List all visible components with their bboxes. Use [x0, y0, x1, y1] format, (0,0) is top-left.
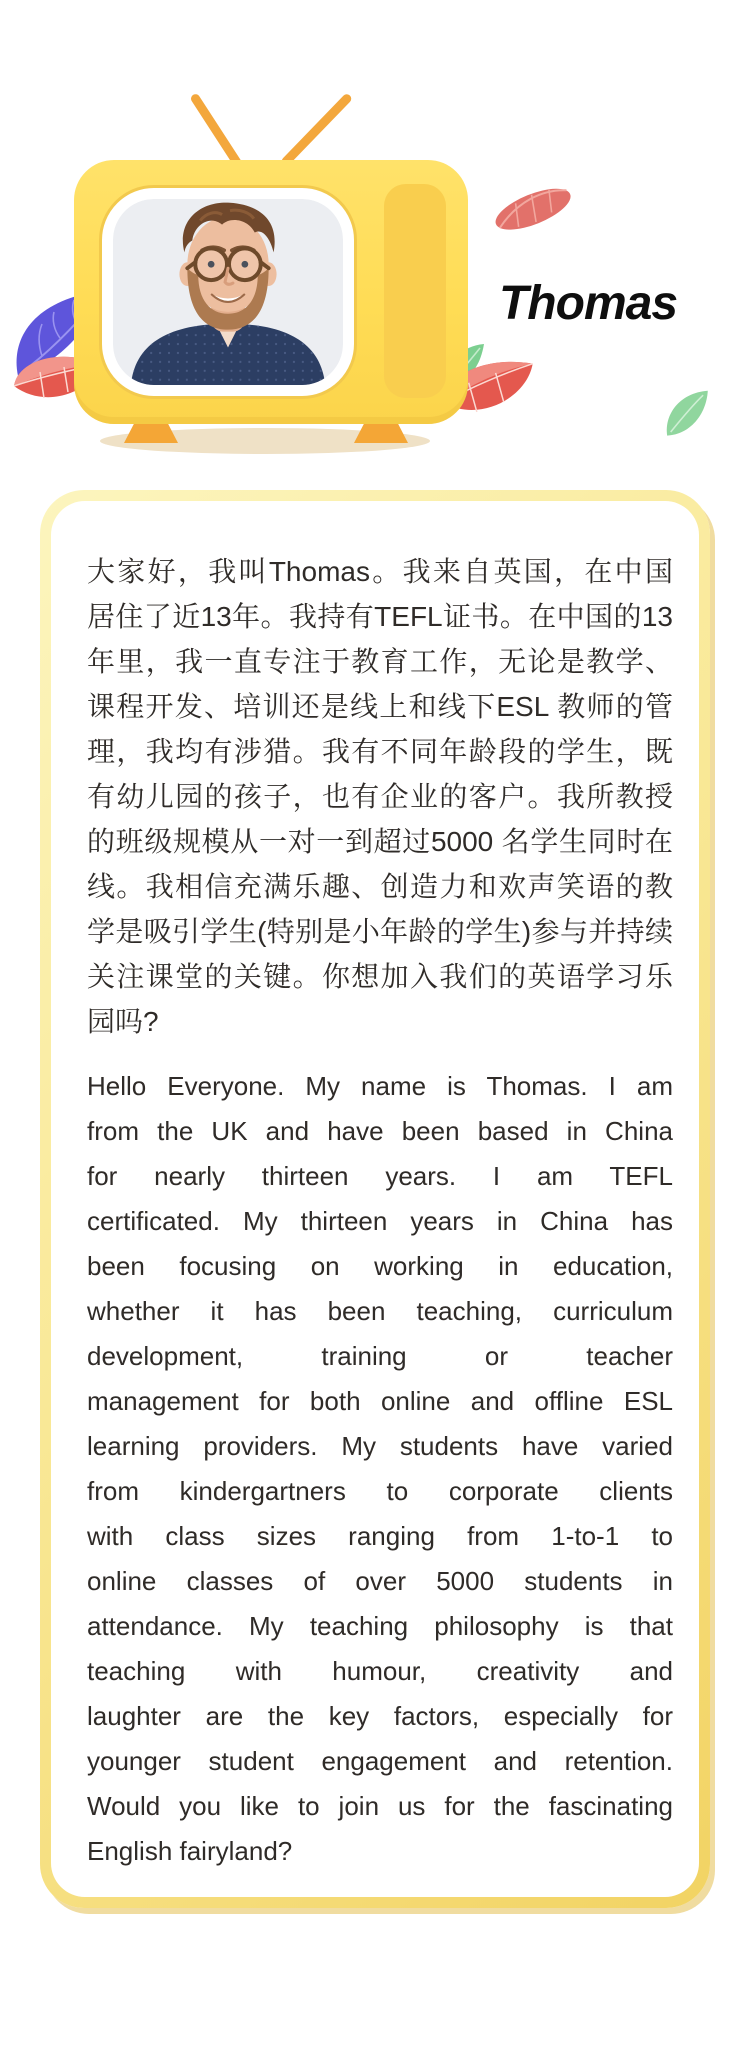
bio-text-line: management for both online and offline ESL [87, 1386, 673, 1416]
bio-text-line: for nearly thirteen years. I am TEFL [87, 1161, 673, 1191]
bio-text-line: 大家好，我叫Thomas。我来自英国，在中国 [87, 556, 673, 587]
bio-text-line: English fairyland? [87, 1836, 293, 1866]
bio-text-line: been focusing on working in education, [87, 1251, 673, 1281]
bio-text-line: 的班级规模从一对一到超过5000 名学生同时在 [87, 826, 673, 857]
bio-text-line: 学是吸引学生(特别是小年龄的学生)参与并持续 [87, 916, 673, 947]
bio-text-line: laughter are the key factors, especially for [87, 1701, 673, 1731]
bio-text-line: from kindergartners to corporate clients [87, 1476, 673, 1506]
bio-text-line: 线。我相信充满乐趣、创造力和欢声笑语的教 [87, 871, 673, 902]
tv-antenna-right-icon [280, 92, 353, 167]
bio-text-line: attendance. My teaching philosophy is that [87, 1611, 673, 1641]
bio-text-line: 年里，我一直专注于教育工作，无论是教学、 [87, 646, 673, 677]
bio-text-line: development, training or teacher [87, 1341, 673, 1371]
bio-text-line: Would you like to join us for the fascinating [87, 1791, 673, 1821]
tv-antenna-left-icon [189, 92, 243, 169]
bio-text-line: teaching with humour, creativity and [87, 1656, 673, 1686]
teacher-photo [102, 188, 354, 396]
tv-side-panel [384, 184, 446, 398]
bio-text-line: 有幼儿园的孩子，也有企业的客户。我所教授 [87, 781, 673, 812]
bio-text-line: online classes of over 5000 students in [87, 1566, 673, 1596]
bio-card [40, 490, 710, 1908]
bio-text-line: 关注课堂的关键。你想加入我们的英语学习乐 [87, 961, 673, 992]
bio-text-line: from the UK and have been based in China [87, 1116, 673, 1146]
bio-english-paragraph [87, 1064, 673, 1874]
bio-text-line: 居住了近13年。我持有TEFL证书。在中国的13 [87, 601, 673, 632]
bio-text-line: with class sizes ranging from 1-to-1 to [87, 1521, 673, 1551]
bio-text-line: 园吗? [87, 1006, 159, 1037]
coral-leaf-top-icon [486, 174, 581, 249]
bio-text-line: Hello Everyone. My name is Thomas. I am [87, 1071, 673, 1101]
bio-text-line: whether it has been teaching, curriculum [87, 1296, 673, 1326]
bio-text-line: learning providers. My students have varied [87, 1431, 673, 1461]
bio-text-line: 课程开发、培训还是线上和线下ESL 教师的管 [87, 691, 673, 722]
teacher-name: Thomas [498, 277, 678, 330]
bio-chinese-paragraph [87, 549, 673, 1044]
bio-card-inner [51, 501, 699, 1897]
green-leaf-far-icon [660, 383, 712, 450]
bio-text-line: younger student engagement and retention. [87, 1746, 673, 1776]
bio-text-line: certificated. My thirteen years in China has [87, 1206, 673, 1236]
bio-text-line: 理，我均有涉猎。我有不同年龄段的学生，既 [87, 736, 673, 767]
